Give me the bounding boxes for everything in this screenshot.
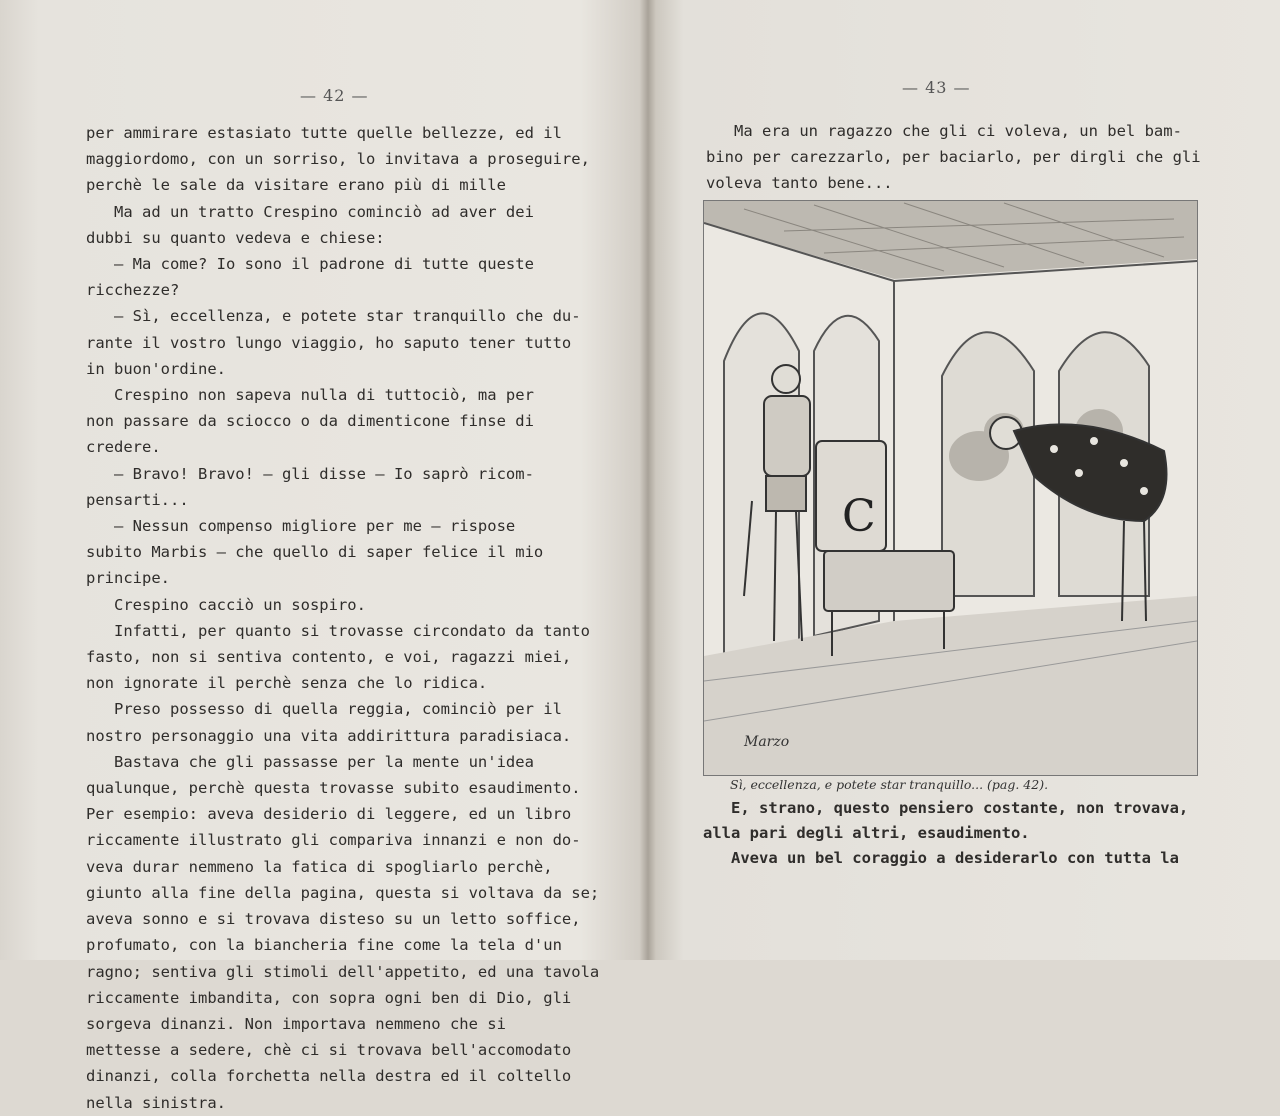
text-line: Crespino cacciò un sospiro.	[86, 595, 366, 614]
text-line: Ma era un ragazzo che gli ci voleva, un bel bam-	[706, 122, 1182, 140]
text-line: sorgeva dinanzi. Non importava nemmeno che si	[86, 1014, 506, 1033]
text-line: nostro personaggio una vita addirittura paradisiaca.	[86, 726, 572, 745]
right-page-top-text	[706, 118, 1201, 196]
text-line: fasto, non si sentiva contento, e voi, ragazzi miei,	[86, 648, 572, 667]
book-gutter	[640, 0, 656, 960]
text-line: alla pari degli altri, esaudimento.	[703, 824, 1030, 842]
text-line: in buon'ordine.	[86, 359, 226, 378]
text-line: — Ma come? Io sono il padrone di tutte queste	[86, 255, 534, 274]
text-line: — Sì, eccellenza, e potete star tranquillo che du-	[86, 307, 581, 326]
illustration-caption: Sì, eccellenza, e potete star tranquillo... (pag. 42).	[730, 777, 1049, 792]
text-line: Infatti, per quanto si trovasse circondato da tanto	[86, 621, 590, 640]
text-line: profumato, con la biancheria fine come la tela d'un	[86, 936, 562, 955]
text-line: Per esempio: aveva desiderio di leggere, ed un libro	[86, 805, 572, 824]
illustration-drawing	[704, 201, 1197, 775]
text-line: — Nessun compenso migliore per me — rispose	[86, 517, 516, 536]
text-line: Ma ad un tratto Crespino cominciò ad aver dei	[86, 202, 534, 221]
left-page-text	[86, 120, 599, 1116]
text-line: ragno; sentiva gli stimoli dell'appetito, ed una tavola	[86, 962, 600, 981]
text-line: Preso possesso di quella reggia, cominciò per il	[86, 700, 562, 719]
text-line: ricchezze?	[86, 281, 180, 300]
text-line: qualunque, perchè questa trovasse subito esaudimento.	[86, 779, 581, 798]
text-line: riccamente illustrato gli compariva innanzi e non do-	[86, 831, 581, 850]
text-line: dinanzi, colla forchetta nella destra ed il coltello	[86, 1067, 572, 1086]
text-line: nella sinistra.	[86, 1093, 226, 1112]
text-line: subito Marbis — che quello di saper felice il mio	[86, 543, 544, 562]
text-line: perchè le sale da visitare erano più di mille	[86, 176, 506, 195]
text-line: riccamente imbandita, con sopra ogni ben di Dio, gli	[86, 988, 572, 1007]
text-line: principe.	[86, 569, 170, 588]
text-line: giunto alla fine della pagina, questa si voltava da se;	[86, 883, 600, 902]
text-line: pensarti...	[86, 490, 189, 509]
text-line: Crespino non sapeva nulla di tuttociò, ma per	[86, 386, 534, 405]
text-line: credere.	[86, 438, 161, 457]
text-line: voleva tanto bene...	[706, 174, 893, 192]
text-line: mettesse a sedere, chè ci si trovava bell'accomodato	[86, 1041, 572, 1060]
right-page-bottom-text	[703, 796, 1188, 871]
text-line: bino per carezzarlo, per baciarlo, per dirgli che gli	[706, 148, 1201, 166]
chair-letter: C	[842, 491, 876, 542]
text-line: veva durar nemmeno la fatica di spogliarlo perchè,	[86, 857, 553, 876]
text-line: dubbi su quanto vedeva e chiese:	[86, 228, 385, 247]
text-line: non ignorate il perchè senza che lo ridica.	[86, 674, 488, 693]
illustration	[703, 200, 1198, 776]
text-line: aveva sonno e si trovava disteso su un letto soffice,	[86, 910, 581, 929]
text-line: per ammirare estasiato tutte quelle bellezze, ed il	[86, 124, 562, 142]
text-line: maggiordomo, con un sorriso, lo invitava a proseguire,	[86, 150, 590, 169]
text-line: — Bravo! Bravo! — gli disse — Io saprò ricom-	[86, 464, 534, 483]
right-page-number: — 43 —	[902, 78, 971, 97]
text-line: non passare da sciocco o da dimenticone finse di	[86, 412, 534, 431]
text-line: Aveva un bel coraggio a desiderarlo con tutta la	[703, 849, 1179, 867]
text-line: E, strano, questo pensiero costante, non trovava,	[703, 799, 1189, 817]
illustration-signature: Marzo	[744, 734, 790, 750]
text-line: rante il vostro lungo viaggio, ho saputo tener tutto	[86, 333, 572, 352]
text-line: Bastava che gli passasse per la mente un'idea	[86, 752, 534, 771]
left-page-number: — 42 —	[300, 86, 369, 105]
